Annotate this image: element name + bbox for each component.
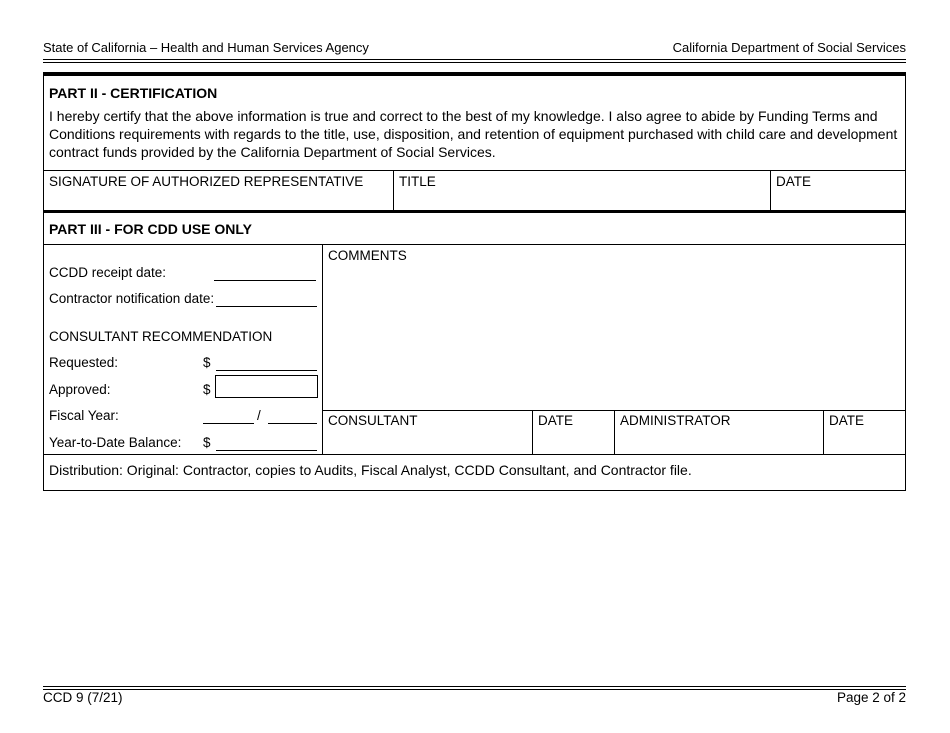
- fiscal-year-separator: /: [257, 408, 261, 423]
- dollar-sign: $: [203, 355, 211, 370]
- consultant-recommendation-label: CONSULTANT RECOMMENDATION: [49, 329, 273, 344]
- approved-input[interactable]: [215, 375, 318, 398]
- footer-rule-2: [43, 689, 906, 690]
- ytd-balance-label: Year-to-Date Balance:: [49, 435, 182, 450]
- comments-field[interactable]: [323, 264, 904, 409]
- requested-label: Requested:: [49, 355, 119, 370]
- distribution-note: Distribution: Original: Contractor, copies to Audits, Fiscal Analyst, CCDD Consultant, and Contractor file.: [49, 462, 692, 478]
- page-number: Page 2 of 2: [836, 690, 906, 705]
- date-field[interactable]: [771, 188, 904, 209]
- row-divider: [44, 454, 905, 455]
- ccdd-receipt-field[interactable]: [214, 280, 316, 281]
- header-rule-2: [43, 62, 906, 63]
- cell-divider: [614, 411, 615, 454]
- dollar-sign: $: [203, 435, 211, 450]
- dollar-sign: $: [203, 382, 211, 397]
- administrator-date-label: DATE: [829, 413, 865, 428]
- part3-title: PART III - FOR CDD USE ONLY: [49, 221, 253, 237]
- section-divider: [44, 210, 905, 213]
- part2-title: PART II - CERTIFICATION: [49, 85, 218, 101]
- signature-label: SIGNATURE OF AUTHORIZED REPRESENTATIVE: [49, 174, 364, 189]
- consultant-date-label: DATE: [538, 413, 574, 428]
- signature-field[interactable]: [44, 188, 393, 209]
- row-divider: [44, 170, 905, 171]
- row-divider: [44, 244, 905, 245]
- comments-label: COMMENTS: [328, 248, 407, 263]
- title-label: TITLE: [399, 174, 436, 189]
- cell-divider: [823, 411, 824, 454]
- form-id: CCD 9 (7/21): [43, 690, 123, 705]
- consultant-label: CONSULTANT: [328, 413, 418, 428]
- approved-label: Approved:: [49, 382, 111, 397]
- contractor-notification-label: Contractor notification date:: [49, 291, 215, 306]
- requested-field[interactable]: [216, 370, 317, 371]
- footer-rule: [43, 686, 906, 687]
- header-rule: [43, 59, 906, 60]
- date-label: DATE: [776, 174, 812, 189]
- title-field[interactable]: [394, 188, 770, 209]
- administrator-label: ADMINISTRATOR: [620, 413, 731, 428]
- agency-name: State of California – Health and Human Services Agency: [43, 40, 369, 55]
- department-name: California Department of Social Services: [672, 40, 906, 55]
- ccdd-receipt-label: CCDD receipt date:: [49, 265, 167, 280]
- contractor-notification-field[interactable]: [216, 306, 317, 307]
- ytd-balance-field[interactable]: [216, 450, 317, 451]
- certification-statement: I hereby certify that the above information is true and correct to the best of my knowledge. I also agree to abide by Funding Terms and Conditions requirements with regards to the title, use, disposition, and retention of equipment purchased with child care and development contract funds provided by the California Department of Social Services.: [49, 108, 898, 160]
- fiscal-year-label: Fiscal Year:: [49, 408, 119, 423]
- fiscal-year-end-field[interactable]: [268, 423, 317, 424]
- cell-divider: [532, 411, 533, 454]
- fiscal-year-start-field[interactable]: [203, 423, 254, 424]
